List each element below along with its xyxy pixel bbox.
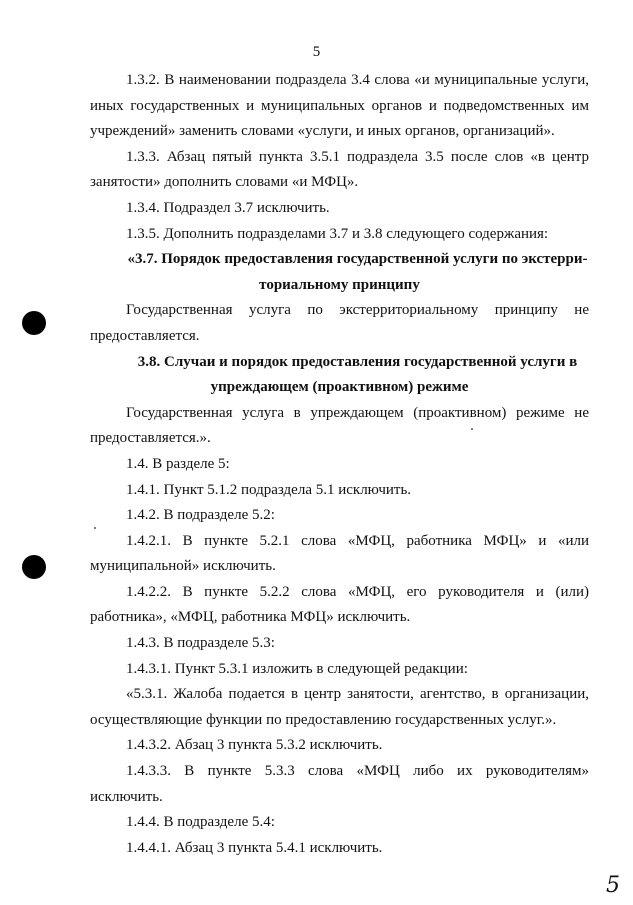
scan-speck [94, 527, 96, 529]
page-number: 5 [312, 44, 321, 60]
paragraph-5-3-1-quote: «5.3.1. Жалоба подается в центр занятости, агентство, в организации, осуществляющие функции по предоставлению государственных услуг.». [90, 686, 589, 728]
paragraph-1-4-2-1: 1.4.2.1. В пункте 5.2.1 слова «МФЦ, работника МФЦ» и «или муниципальной» исключить. [90, 532, 589, 575]
heading-3-7-line-1: «3.7. Порядок предоставления государственной услуги по экстерри- [127, 251, 588, 268]
paragraph-1-4-3: 1.4.3. В подразделе 5.3: [126, 635, 275, 652]
paragraph-1-4-4-1: 1.4.4.1. Абзац 3 пункта 5.4.1 исключить. [126, 839, 383, 856]
heading-3-8-line-2: упреждающем (проактивном) режиме [210, 379, 469, 396]
paragraph-1-4-2: 1.4.2. В подразделе 5.2: [126, 507, 275, 524]
paragraph-1-4-3-3: 1.4.3.3. В пункте 5.3.3 слова «МФЦ либо их руководителям» исключить. [90, 763, 589, 805]
paragraph-1-4-4: 1.4.4. В подразделе 5.4: [126, 814, 275, 831]
binder-hole-icon [22, 311, 46, 335]
heading-3-7-line-2: ториальному принципу [259, 276, 420, 293]
heading-3-8-line-1: 3.8. Случаи и порядок предоставления государственной услуги в [137, 353, 578, 370]
scan-speck [471, 428, 473, 430]
paragraph-1-3-3: 1.3.3. Абзац пятый пункта 3.5.1 подраздела 3.5 после слов «в центр занятости» дополнить словами «и МФЦ». [90, 148, 589, 191]
paragraph-3-8-text: Государственная услуга в упреждающем (проактивном) режиме не предоставляется.». [90, 404, 589, 447]
paragraph-1-3-2: 1.3.2. В наименовании подраздела 3.4 слова «и муниципальные услуги, иных государственных и муниципальных органов и подведомственных им учреждений» заменить словами «услуги, и иных органов, организаций». [90, 72, 589, 140]
paragraph-1-4-1: 1.4.1. Пункт 5.1.2 подраздела 5.1 исключить. [126, 481, 412, 498]
handwritten-page-mark: 5 [606, 873, 620, 898]
heading-3-7 [90, 247, 589, 298]
paragraph-1-3-5: 1.3.5. Дополнить подразделами 3.7 и 3.8 следующего содержания: [126, 225, 549, 242]
paragraph-1-4-2-2: 1.4.2.2. В пункте 5.2.2 слова «МФЦ, его руководителя и (или) работника», «МФЦ, работника МФЦ» исключить. [90, 583, 589, 626]
paragraph-1-4-3-2: 1.4.3.2. Абзац 3 пункта 5.3.2 исключить. [126, 737, 383, 754]
heading-3-8 [90, 350, 589, 401]
paragraph-3-7-text: Государственная услуга по экстерриториальному принципу не предоставляется. [90, 302, 589, 344]
document-body [90, 68, 589, 861]
paragraph-1-4-3-1: 1.4.3.1. Пункт 5.3.1 изложить в следующей редакции: [126, 660, 468, 677]
binder-hole-icon [22, 555, 46, 579]
paragraph-1-3-4: 1.3.4. Подраздел 3.7 исключить. [126, 199, 330, 216]
paragraph-1-4: 1.4. В разделе 5: [126, 455, 230, 472]
